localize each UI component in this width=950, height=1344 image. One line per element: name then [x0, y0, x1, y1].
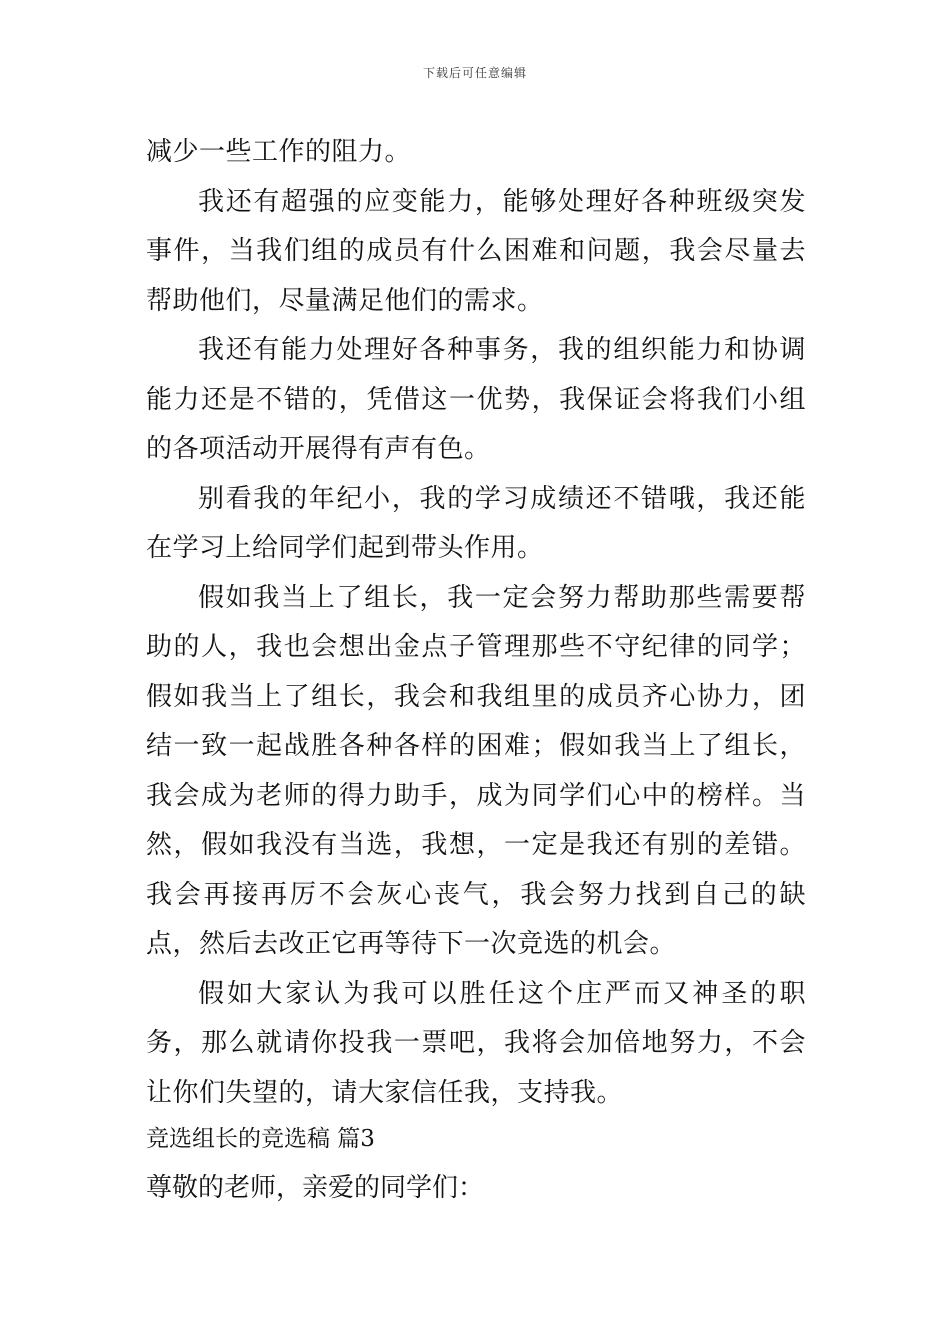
- salutation: 尊敬的老师，亲爱的同学们：: [146, 1173, 485, 1203]
- section-heading: 竞选组长的竞选稿 篇3: [146, 1126, 375, 1152]
- paragraph-vote-request: 假如大家认为我可以胜任这个庄严而又神圣的职务，那么就请你投我一票吧，我将会加倍地努力，不会让你们失望的，请大家信任我，支持我。: [146, 978, 806, 1108]
- document-body: [146, 128, 806, 1215]
- paragraph-continuation: 减少一些工作的阻力。: [146, 137, 412, 167]
- paragraph-if-elected: 假如我当上了组长，我一定会努力帮助那些需要帮助的人，我也会想出金点子管理那些不守纪律的同学；假如我当上了组长，我会和我组里的成员齐心协力，团结一致一起战胜各种各样的困难；假如我当上了组长，我会成为老师的得力助手，成为同学们心中的榜样。当然，假如我没有当选，我想，一定是我还有别的差错。我会再接再厉不会灰心丧气，我会努力找到自己的缺点，然后去改正它再等待下一次竞选的机会。: [146, 582, 806, 959]
- paragraph-adaptability: 我还有超强的应变能力，能够处理好各种班级突发事件，当我们组的成员有什么困难和问题，我会尽量去帮助他们，尽量满足他们的需求。: [146, 186, 806, 316]
- paragraph-organization: 我还有能力处理好各种事务，我的组织能力和协调能力还是不错的，凭借这一优势，我保证会将我们小组的各项活动开展得有声有色。: [146, 335, 806, 464]
- page-header: 下载后可任意编辑: [422, 66, 527, 80]
- paragraph-study: 别看我的年纪小，我的学习成绩还不错哦，我还能在学习上给同学们起到带头作用。: [146, 483, 806, 563]
